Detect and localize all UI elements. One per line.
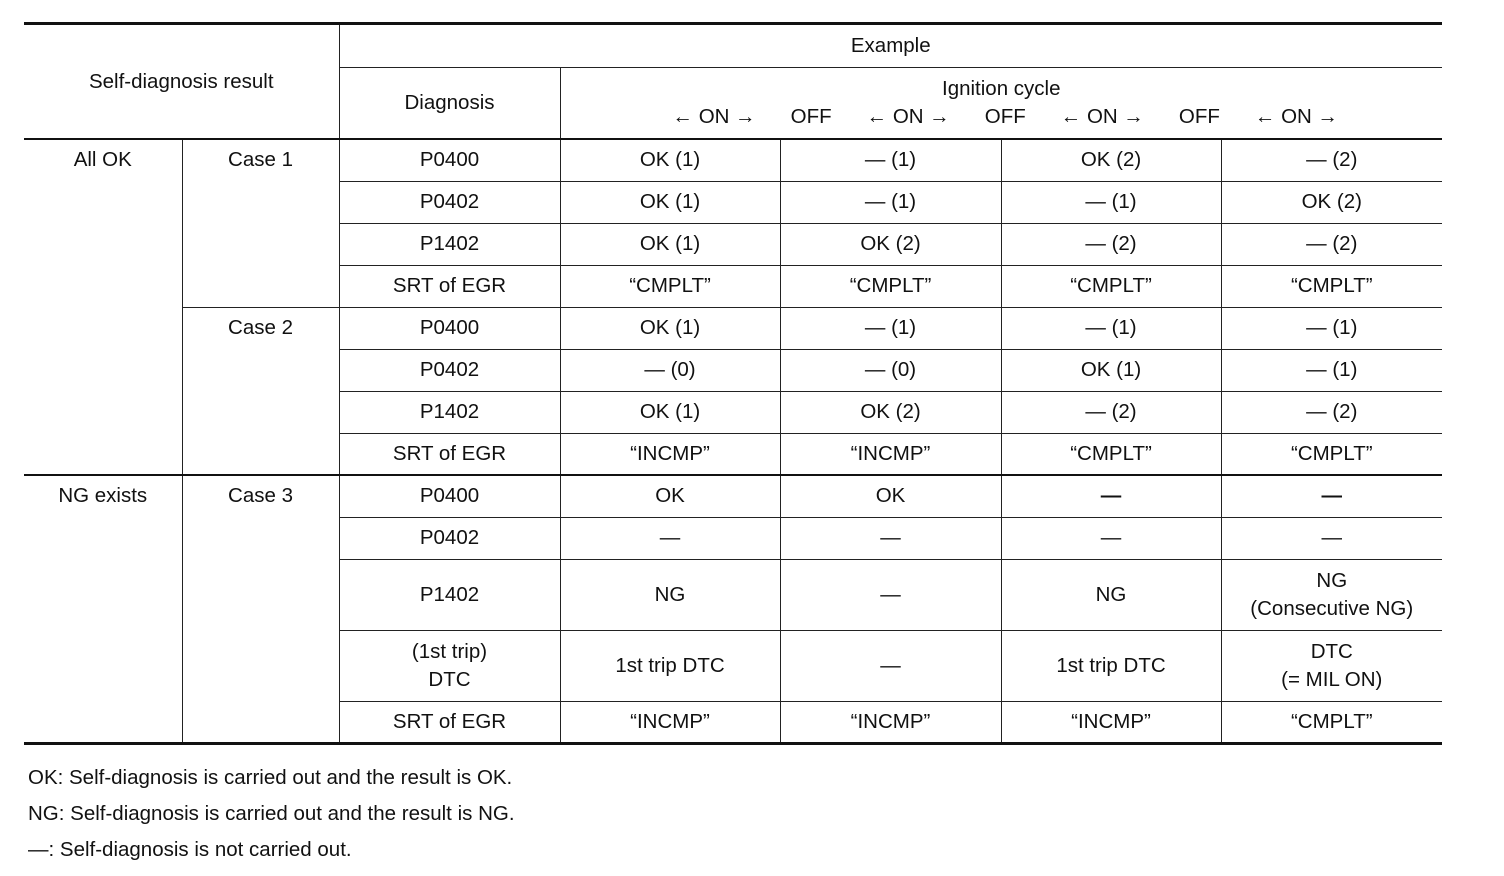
diagnosis-cell: P0402 — [339, 517, 560, 559]
result-cell: OK — [780, 475, 1001, 517]
self-diagnosis-result-header: Self-diagnosis result — [24, 24, 339, 140]
result-cell — [1221, 559, 1442, 630]
diagnosis-cell: P1402 — [339, 223, 560, 265]
diagnosis-cell: SRT of EGR — [339, 701, 560, 743]
diagnosis-cell: P0400 — [339, 475, 560, 517]
diagnosis-line: (1st trip) — [411, 639, 488, 663]
table-row — [24, 139, 1442, 181]
result-cell: OK (1) — [560, 223, 780, 265]
result-line: (Consecutive NG) — [1250, 596, 1414, 620]
result-cell: “INCMP” — [780, 433, 1001, 475]
note-dash: —: Self-diagnosis is not carried out. — [28, 838, 352, 861]
cycle-on-1: ← ON → — [672, 105, 756, 128]
self-diagnosis-table-container — [24, 22, 1442, 745]
result-cell: — (2) — [1001, 391, 1221, 433]
result-cell: NG — [560, 559, 780, 630]
result-cell: OK (1) — [560, 139, 780, 181]
result-cell: — (1) — [780, 307, 1001, 349]
result-cell: “INCMP” — [1001, 701, 1221, 743]
result-cell: OK (2) — [1001, 139, 1221, 181]
result-cell: — — [780, 559, 1001, 630]
cycle-off-2: OFF — [984, 105, 1026, 128]
result-cell: — — [780, 630, 1001, 701]
result-cell: OK (1) — [560, 391, 780, 433]
example-header: Example — [339, 24, 1442, 68]
note-ok: OK: Self-diagnosis is carried out and the result is OK. — [28, 766, 513, 789]
result-cell: — (1) — [1001, 307, 1221, 349]
header-row-1 — [24, 24, 1442, 68]
result-cell: — — [1001, 517, 1221, 559]
result-line: DTC — [1310, 639, 1353, 663]
result-cell: — (0) — [560, 349, 780, 391]
ignition-cycle-title: Ignition cycle — [942, 77, 1061, 100]
ignition-cycle-header — [560, 68, 1442, 140]
case-2-label: Case 2 — [182, 307, 339, 475]
result-cell: — (1) — [780, 139, 1001, 181]
result-cell: — (2) — [1221, 391, 1442, 433]
result-line: (= MIL ON) — [1281, 667, 1383, 691]
diagnosis-cell: SRT of EGR — [339, 433, 560, 475]
result-cell: “CMPLT” — [1001, 265, 1221, 307]
note-ng: NG: Self-diagnosis is carried out and the result is NG. — [28, 802, 515, 825]
cycle-on-3: ← ON → — [1060, 105, 1144, 128]
cycle-off-1: OFF — [790, 105, 832, 128]
result-cell: “INCMP” — [560, 433, 780, 475]
result-cell: — — [560, 517, 780, 559]
legend-notes — [28, 760, 515, 868]
result-cell: “CMPLT” — [560, 265, 780, 307]
result-cell: OK (2) — [780, 223, 1001, 265]
result-cell: 1st trip DTC — [560, 630, 780, 701]
cycle-on-2: ← ON → — [866, 105, 950, 128]
result-cell: — (1) — [1221, 307, 1442, 349]
result-cell: — (2) — [1221, 139, 1442, 181]
result-cell: NG — [1001, 559, 1221, 630]
cycle-on-4: ← ON → — [1254, 105, 1339, 128]
result-cell: OK (2) — [780, 391, 1001, 433]
result-cell: “CMPLT” — [1221, 701, 1442, 743]
table-row — [24, 475, 1442, 517]
result-cell: “CMPLT” — [1001, 433, 1221, 475]
diagnosis-cell: P0400 — [339, 307, 560, 349]
result-cell: OK — [560, 475, 780, 517]
result-cell: 1st trip DTC — [1001, 630, 1221, 701]
result-cell: OK (2) — [1221, 181, 1442, 223]
self-diagnosis-table — [24, 22, 1442, 745]
result-cell: “INCMP” — [560, 701, 780, 743]
result-cell: “CMPLT” — [1221, 265, 1442, 307]
group-ng-exists: NG exists — [24, 475, 182, 743]
group-all-ok: All OK — [24, 139, 182, 475]
result-cell: — (1) — [780, 181, 1001, 223]
result-cell: — (1) — [1001, 181, 1221, 223]
diagnosis-cell: P0400 — [339, 139, 560, 181]
diagnosis-cell: P0402 — [339, 181, 560, 223]
result-cell: — (2) — [1001, 223, 1221, 265]
result-cell: — (2) — [1221, 223, 1442, 265]
result-cell: — (0) — [780, 349, 1001, 391]
diagnosis-cell: SRT of EGR — [339, 265, 560, 307]
case-1-label: Case 1 — [182, 139, 339, 307]
result-cell: OK (1) — [560, 181, 780, 223]
diagnosis-cell: P1402 — [339, 559, 560, 630]
diagnosis-line: DTC — [428, 667, 471, 691]
result-line: NG — [1316, 568, 1348, 592]
result-cell: — — [1221, 475, 1442, 517]
result-cell: — (1) — [1221, 349, 1442, 391]
cycle-off-3: OFF — [1178, 105, 1220, 128]
result-cell: “INCMP” — [780, 701, 1001, 743]
table-row — [24, 307, 1442, 349]
result-cell: OK (1) — [1001, 349, 1221, 391]
diagnosis-cell: P1402 — [339, 391, 560, 433]
diagnosis-cell — [339, 630, 560, 701]
result-cell: — — [1221, 517, 1442, 559]
result-cell — [1221, 630, 1442, 701]
result-cell: “CMPLT” — [1221, 433, 1442, 475]
ignition-cycle-labels — [561, 103, 1443, 131]
result-cell: — — [1001, 475, 1221, 517]
result-cell: “CMPLT” — [780, 265, 1001, 307]
diagnosis-header: Diagnosis — [339, 68, 560, 140]
result-cell: OK (1) — [560, 307, 780, 349]
case-3-label: Case 3 — [182, 475, 339, 743]
diagnosis-cell: P0402 — [339, 349, 560, 391]
result-cell: — — [780, 517, 1001, 559]
